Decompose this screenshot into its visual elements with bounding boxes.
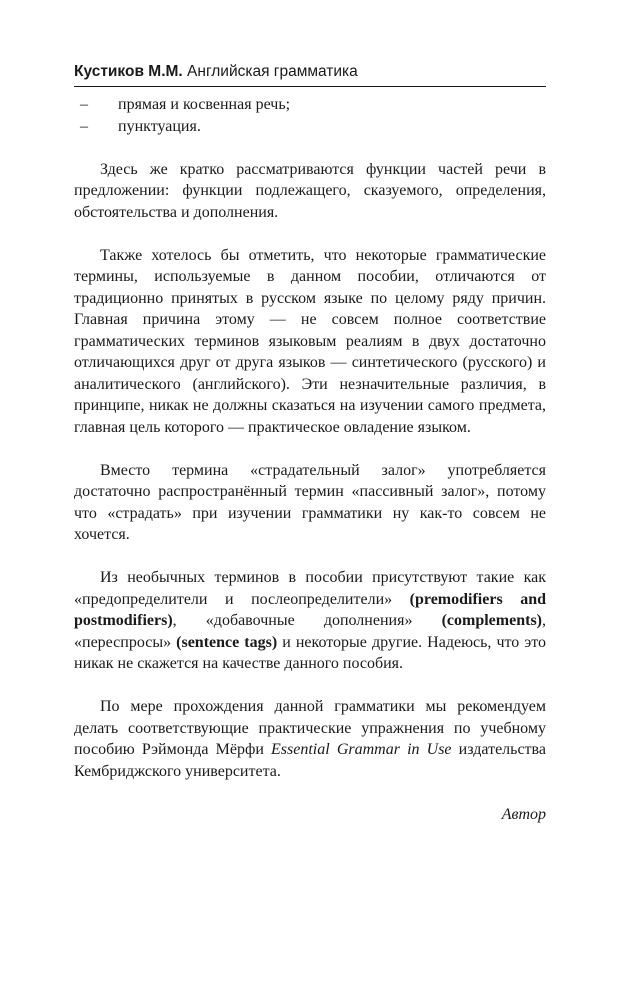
signature: Автор (501, 805, 546, 823)
text-run: , «переспросы» (74, 612, 546, 651)
text-run: , «добавочные дополнения» (172, 612, 442, 629)
list-item-text: прямая и косвенная речь; (118, 96, 291, 113)
paragraph-unusual-terms (74, 567, 546, 675)
body-text (74, 94, 546, 825)
header-author: Кустиков М.М. (74, 63, 183, 80)
term-premodifiers: (premodifiers and postmodifiers) (74, 590, 546, 629)
term-complements: (complements) (441, 612, 542, 629)
topic-list (74, 94, 546, 137)
paragraph-recommendation (74, 696, 546, 782)
paragraph-passive-voice: Вместо термина «страдательный залог» употребляется достаточно распространённый термин «пассивный залог», потому что «страдать» при изучении грамматики ну как-то совсем не хочется. (74, 461, 546, 543)
list-dash: – (80, 117, 88, 135)
list-item (74, 94, 546, 116)
text-run: По мере прохождения данной грамматики мы рекомендуем делать соответствующие практические упражнения по учебному пособию Рэймонда Мёрфи (74, 698, 546, 758)
book-title: Essential Grammar in Use (271, 741, 452, 758)
term-sentence-tags: (sentence tags) (176, 633, 278, 651)
paragraph-terminology: Также хотелось бы отметить, что некоторые грамматические термины, используемые в данном пособии, отличаются от традиционно принятых в русском языке по целому ряду причин. Главная причина этому — не совсем полное соответствие грамматических терминов языковым реалиям в двух достаточно отличающихся друг от друга языков — синтетического (русского) и аналитического (английского). Эти незначительные различия, в принципе, никак не должны сказаться на изучении самого предмета, главная цель которого — практическое овладение языком. (74, 246, 546, 436)
list-item (74, 116, 546, 138)
text-run: Из необычных терминов в пособии присутствуют такие как «предопределители и послеопределители» (74, 569, 546, 608)
list-dash: – (80, 96, 88, 113)
paragraph-functions: Здесь же кратко рассматриваются функции частей речи в предложении: функции подлежащего, сказуемого, определения, обстоятельства и дополнения. (74, 160, 546, 221)
text-run: и некоторые другие. Надеюсь, что это никак не скажется на качестве данного пособия. (74, 633, 547, 672)
text-run: издательства Кембриджского университета. (74, 741, 546, 780)
page (74, 62, 546, 825)
running-head (74, 62, 546, 87)
header-title: Английская грамматика (187, 63, 358, 80)
list-item-text: пунктуация. (118, 117, 201, 135)
